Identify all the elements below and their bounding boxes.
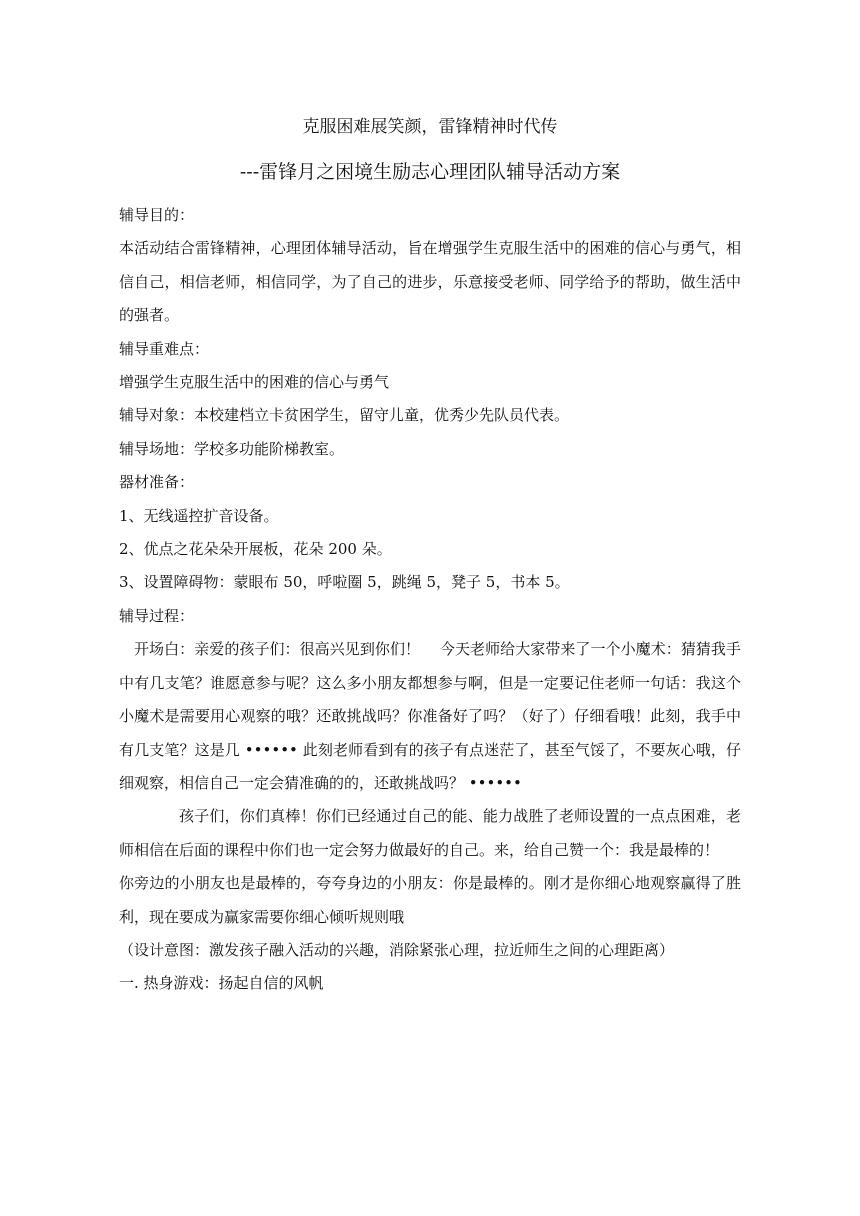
document-subtitle: ---雷锋月之困境生励志心理团队辅导活动方案 <box>239 161 621 183</box>
equipment-item: 1、无线遥控扩音设备。 <box>119 506 279 525</box>
opening-paragraph: 开场白：亲爱的孩子们：很高兴见到你们！ 今天老师给大家带来了一个小魔术：猜猜我手中有几支笔？谁愿意参与呢？这么多小朋友都想参与啊，但是一定要记住老师一句话：我这个小魔术是需要用心观察的哦？还敢挑战吗？你准备好了吗？（好了）仔细看哦！此刻，我手中有几支笔？这是几 •••••• 此刻老师看到有的孩子有点迷茫了，甚至气馁了，不要灰心哦，仔细观察，相信自己一定会猜准确的的，还敢挑战吗？ •••••• <box>119 640 741 792</box>
document-title: 克服困难展笑颜，雷锋精神时代传 <box>302 117 558 137</box>
key-points-paragraph: 增强学生克服生活中的困难的信心与勇气 <box>119 373 390 392</box>
document-body <box>119 199 741 1001</box>
equipment-item: 3、设置障碍物：蒙眼布 50，呼啦圈 5，跳绳 5，凳子 5，书本 5。 <box>119 573 570 592</box>
process-heading: 辅导过程： <box>119 606 195 625</box>
key-points-heading: 辅导重难点： <box>119 339 210 358</box>
encourage-paragraph: 你旁边的小朋友也是最棒的，夸夸身边的小朋友：你是最棒的。刚才是你细心地观察赢得了胜利，现在要成为赢家需要你细心倾听规则哦 <box>119 874 741 926</box>
equipment-item: 2、优点之花朵朵开展板，花朵 200 朵。 <box>119 540 392 559</box>
goal-paragraph: 本活动结合雷锋精神，心理团体辅导活动，旨在增强学生克服生活中的困难的信心与勇气，相信自己，相信老师，相信同学，为了自己的进步，乐意接受老师、同学给予的帮助，做生活中的强者。 <box>119 239 741 325</box>
equipment-heading: 器材准备： <box>119 473 195 492</box>
goal-heading: 辅导目的： <box>119 206 195 224</box>
section-one-heading: 一. 热身游戏：扬起自信的风帆 <box>119 974 324 993</box>
target-paragraph: 辅导对象：本校建档立卡贫困学生，留守儿童，优秀少先队员代表。 <box>119 406 570 425</box>
design-intent-paragraph: （设计意图：激发孩子融入活动的兴趣，消除紧张心理，拉近师生之间的心理距离） <box>119 940 675 959</box>
venue-paragraph: 辅导场地：学校多功能阶梯教室。 <box>119 439 345 458</box>
praise-paragraph: 孩子们，你们真棒！你们已经通过自己的能、能力战胜了老师设置的一点点困难，老师相信在后面的课程中你们也一定会努力做最好的自己。来，给自己赞一个：我是最棒的！ <box>119 807 741 859</box>
